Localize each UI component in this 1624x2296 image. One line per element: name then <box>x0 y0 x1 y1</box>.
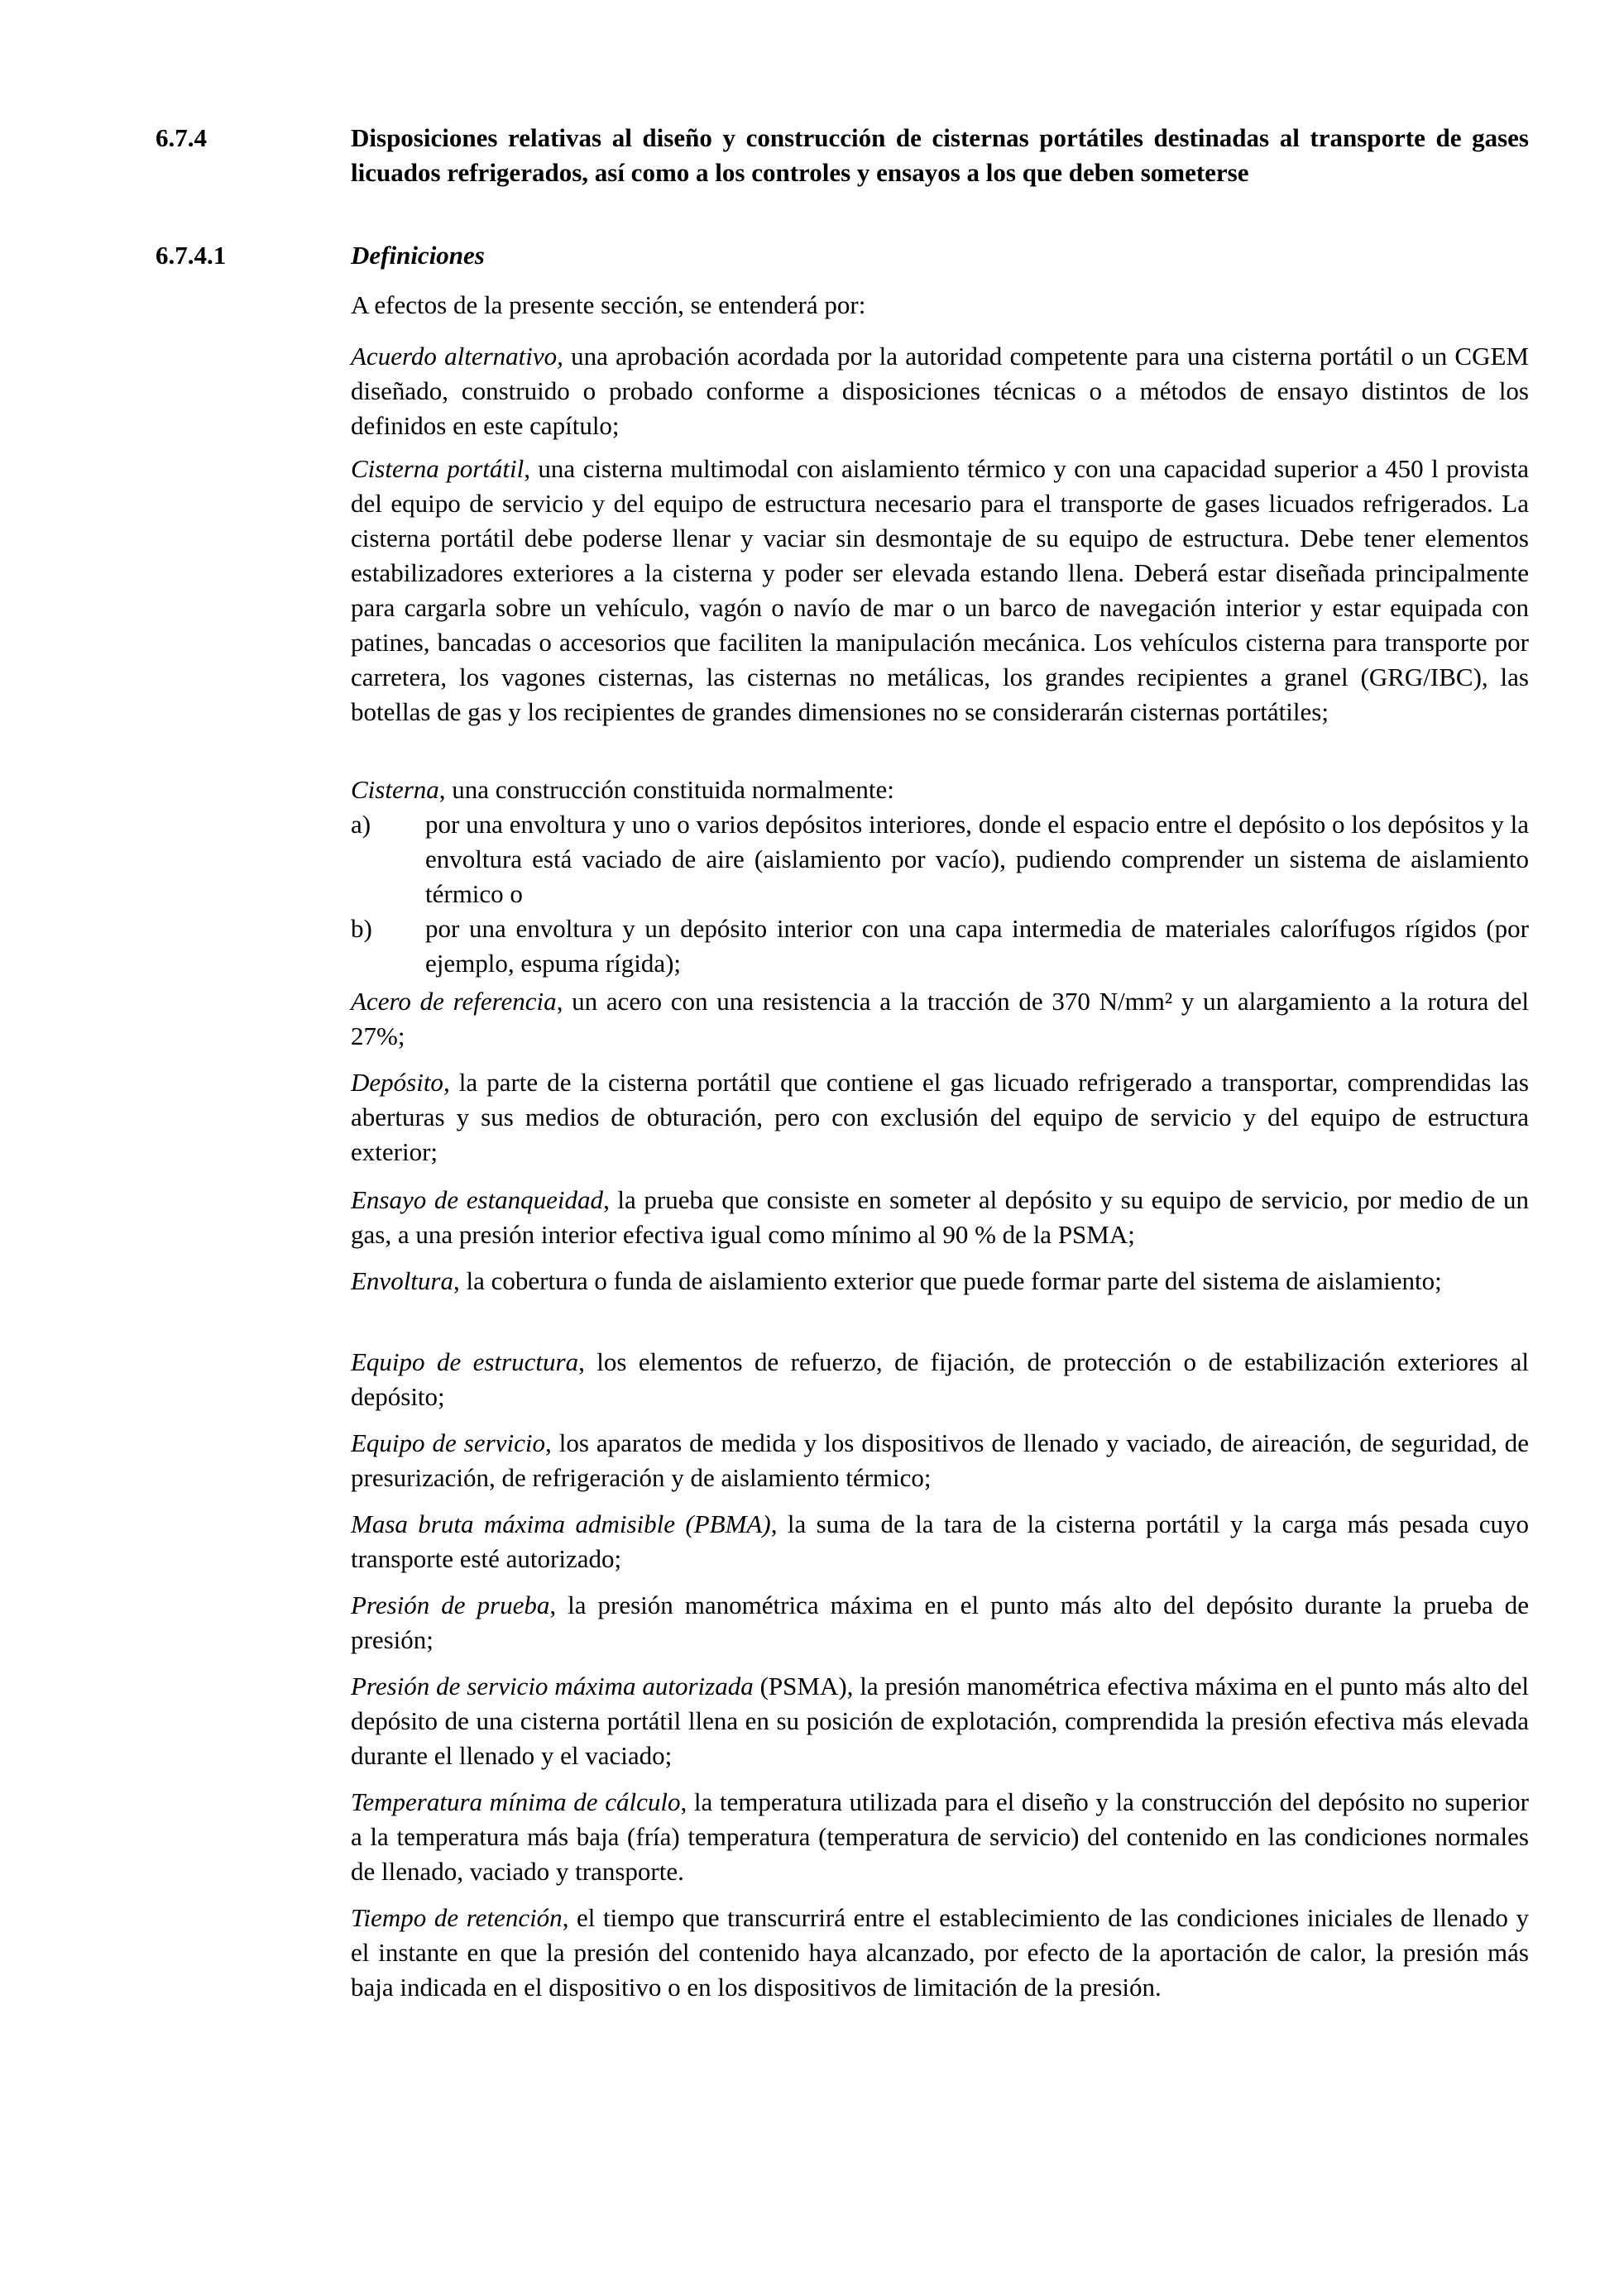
definition-term: Acuerdo alternativo, <box>351 342 563 371</box>
section-number: 6.7.4 <box>156 123 207 152</box>
definition-text: , una construcción constituida normalmente: <box>438 775 894 804</box>
subsection-number: 6.7.4.1 <box>156 241 227 270</box>
definition-term: Tiempo de retención <box>351 1903 563 1932</box>
definition-term: Envoltura <box>351 1266 453 1295</box>
definition-equipo-de-estructura <box>351 1345 1529 1414</box>
definition-psma <box>351 1669 1529 1773</box>
intro-paragraph: A efectos de la presente sección, se entenderá por: <box>351 290 866 319</box>
definition-temperatura-minima <box>351 1785 1529 1889</box>
list-label: b) <box>351 914 372 943</box>
subsection-title: Definiciones <box>351 241 485 270</box>
definition-text: , los aparatos de medida y los dispositivos de llenado y vaciado, de aireación, de seguridad, de presurización, de refrigeración y de aislamiento térmico; <box>351 1428 1529 1492</box>
definition-cisterna <box>351 773 1529 807</box>
definition-presion-de-prueba <box>351 1588 1529 1657</box>
definition-text: , la suma de la tara de la cisterna portátil y la carga más pesada cuyo transporte esté autorizado; <box>351 1509 1529 1573</box>
definition-term: Masa bruta máxima admisible (PBMA) <box>351 1509 771 1538</box>
definition-text: una aprobación acordada por la autoridad competente para una cisterna portátil o un CGEM diseñado, construido o probado conforme a disposiciones técnicas o a métodos de ensayo distintos de los definidos en este capítulo; <box>351 342 1529 440</box>
definition-text: , un acero con una resistencia a la tracción de 370 N/mm² y un alargamiento a la rotura del 27%; <box>351 987 1530 1050</box>
list-text: por una envoltura y un depósito interior con una capa intermedia de materiales calorífugos rígidos (por ejemplo, espuma rígida); <box>425 914 1529 978</box>
definition-masa-bruta <box>351 1507 1529 1576</box>
definition-text: , una cisterna multimodal con aislamiento térmico y con una capacidad superior a 450 l provista del equipo de servicio y del equipo de estructura necesario para el transporte de gases licuados refrigerados. La cisterna portátil debe poderse llenar y vaciar sin desmontaje de su equipo de estructura. Debe tener elementos estabilizadores exteriores a la cisterna y poder ser elevada estando llena. Deberá estar diseñada principalmente para cargarla sobre un vehículo, vagón o navío de mar o un barco de navegación interior y estar equipada con patines, bancadas o accesorios que faciliten la manipulación mecánica. Los vehículos cisterna para transporte por carretera, los vagones cisternas, las cisternas no metálicas, los grandes recipientes a granel (GRG/IBC), las botellas de gas y los recipientes de grandes dimensiones no se considerarán cisternas portátiles; <box>351 454 1529 726</box>
list-text: por una envoltura y uno o varios depósitos interiores, donde el espacio entre el depósito o los depósitos y la envoltura está vaciado de aire (aislamiento por vacío), pudiendo comprender un sistema de aislamiento térmico o <box>425 810 1529 908</box>
section-heading <box>156 121 1529 228</box>
definition-acero-de-referencia <box>351 984 1529 1054</box>
definition-text: , el tiempo que transcurrirá entre el establecimiento de las condiciones iniciales de llenado y el instante en que la presión del contenido haya alcanzado, por efecto de la aportación de calor, la presión más baja indicada en el dispositivo o en los dispositivos de limitación de la presión. <box>351 1903 1529 2002</box>
list-item-a <box>351 807 1529 911</box>
list-item-b <box>351 911 1529 981</box>
section-title: Disposiciones relativas al diseño y construcción de cisternas portátiles destinadas al transporte de gases licuados refrigerados, así como a los controles y ensayos a los que deben someterse <box>351 123 1529 187</box>
definition-term: Equipo de estructura <box>351 1347 579 1376</box>
definition-cisterna-portatil <box>351 452 1529 729</box>
definition-text: , la parte de la cisterna portátil que contiene el gas licuado refrigerado a transportar, comprendidas las aberturas y sus medios de obturación, pero con exclusión del equipo de servicio y del equipo de estructura exterior; <box>351 1068 1529 1166</box>
definition-term: Temperatura mínima de cálculo <box>351 1787 681 1816</box>
definition-term: Ensayo de estanqueidad <box>351 1185 604 1214</box>
definition-tiempo-de-retencion <box>351 1901 1529 2005</box>
subsection-heading <box>156 238 1529 273</box>
definition-equipo-de-servicio <box>351 1426 1529 1495</box>
definition-text: , la prueba que consiste en someter al depósito y su equipo de servicio, por medio de un gas, a una presión interior efectiva igual como mínimo al 90 % de la PSMA; <box>351 1185 1530 1249</box>
definition-term: Presión de prueba <box>351 1590 550 1619</box>
definition-text: (PSMA), la presión manométrica efectiva máxima en el punto más alto del depósito de una cisterna portátil llena en su posición de explotación, comprendida la presión efectiva más elevada durante el llenado y el vaciado; <box>351 1672 1529 1770</box>
definition-text: , la temperatura utilizada para el diseño y la construcción del depósito no superior a la temperatura más baja (fría) temperatura (temperatura de servicio) del contenido en las condiciones normales de llenado, vaciado y transporte. <box>351 1787 1529 1886</box>
definition-deposito <box>351 1065 1529 1170</box>
definition-term: Cisterna <box>351 775 439 804</box>
definition-term: Presión de servicio máxima autorizada <box>351 1672 754 1700</box>
definition-term: Cisterna portátil <box>351 454 525 483</box>
definition-acuerdo-alternativo <box>351 339 1529 443</box>
definition-text: , los elementos de refuerzo, de fijación, de protección o de estabilización exteriores al depósito; <box>351 1347 1529 1411</box>
list-label: a) <box>351 810 371 839</box>
definition-term: Acero de referencia <box>351 987 557 1016</box>
definition-ensayo-de-estanqueidad <box>351 1183 1529 1252</box>
definition-text: , la cobertura o funda de aislamiento exterior que puede formar parte del sistema de aislamiento; <box>453 1266 1442 1295</box>
definition-envoltura <box>351 1264 1529 1299</box>
definition-term: Equipo de servicio <box>351 1428 545 1457</box>
definition-term: Depósito <box>351 1068 443 1097</box>
definition-text: , la presión manométrica máxima en el punto más alto del depósito durante la prueba de presión; <box>351 1590 1529 1654</box>
